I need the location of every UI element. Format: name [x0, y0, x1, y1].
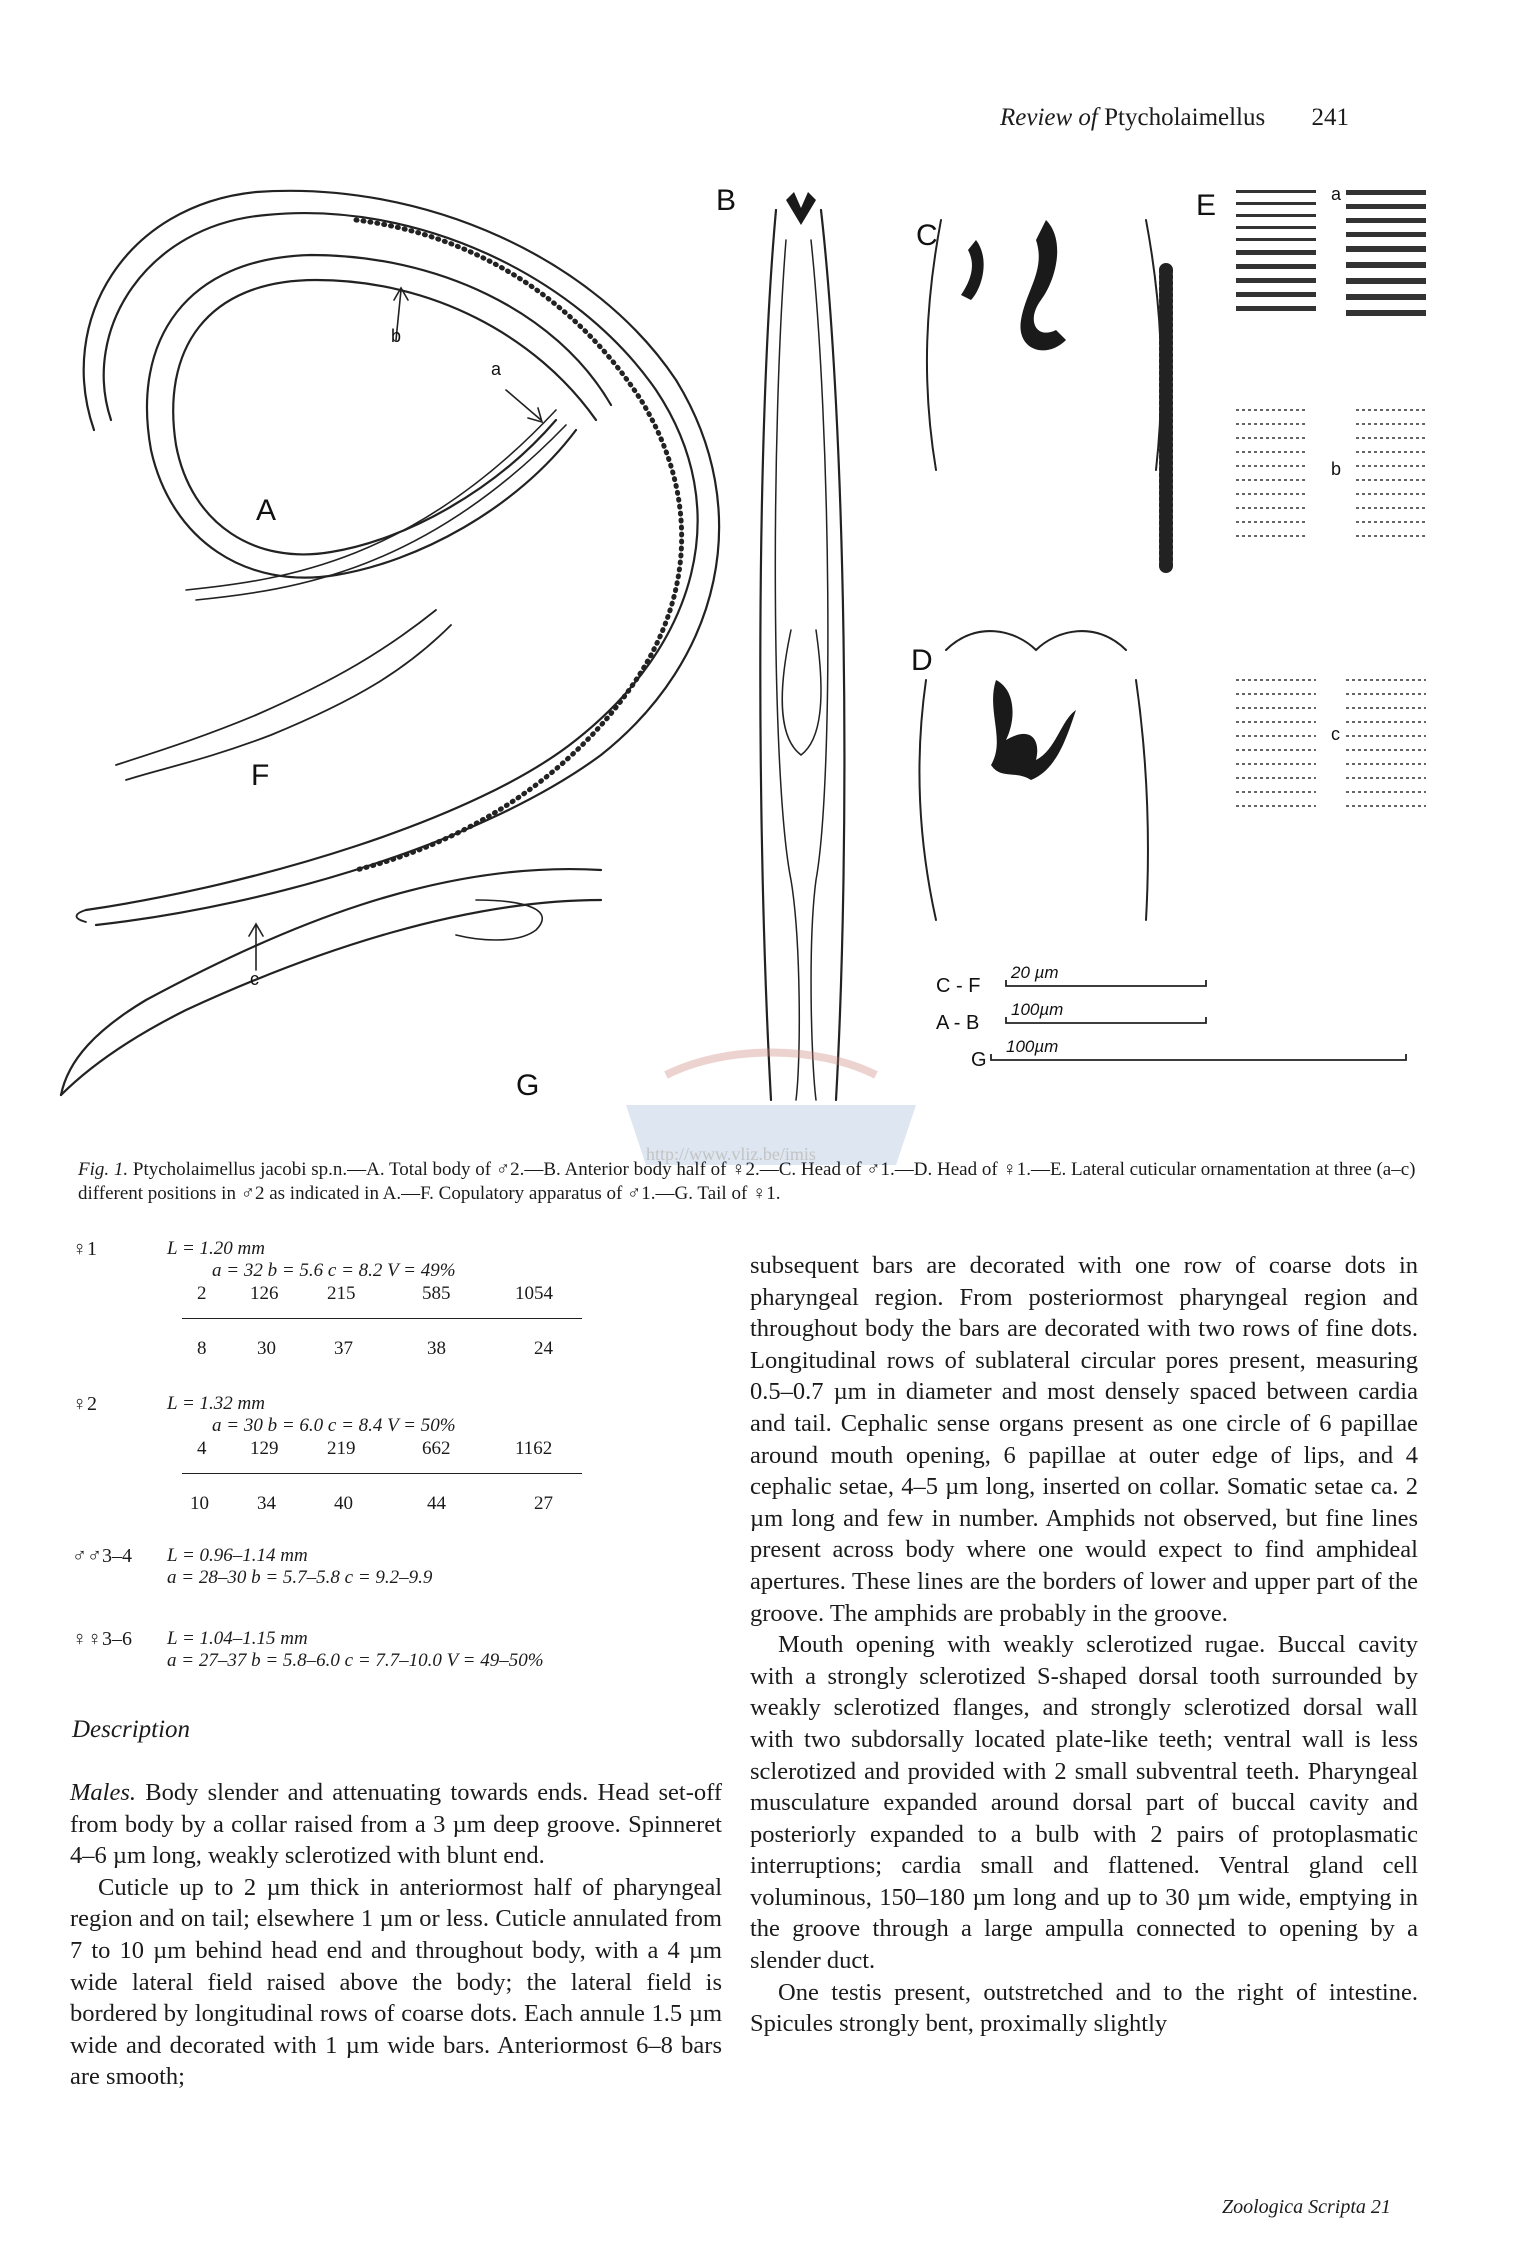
- panel-a-tail: [77, 910, 86, 922]
- formula-bottom-value: 34: [257, 1493, 276, 1514]
- body-length: L = 1.04–1.15 mm: [167, 1628, 308, 1649]
- paragraph-testis: One testis present, outstretched and to the right of intestine. Spicules strongly bent, proximally slightly: [750, 1978, 1418, 2038]
- panel-e-a-bar: [1346, 278, 1426, 284]
- panel-e-a-bar: [1236, 278, 1316, 283]
- running-head: [1000, 104, 1349, 132]
- panel-e-a-bar: [1236, 306, 1316, 311]
- panel-e-a-bar: [1236, 202, 1316, 205]
- panel-label-g: G: [516, 1069, 540, 1102]
- section-heading-description: Description: [72, 1716, 191, 1743]
- panel-e-label-a: a: [1331, 184, 1342, 204]
- formula-top-value: 215: [327, 1283, 356, 1304]
- de-man-ratios: a = 27–37 b = 5.8–6.0 c = 7.7–10.0 V = 49–50%: [167, 1650, 544, 1671]
- panel-e-a-bar: [1346, 246, 1426, 252]
- panel-e-a-bar: [1346, 190, 1426, 195]
- panel-d-right: [1136, 680, 1148, 920]
- panel-label-a: A: [256, 494, 277, 527]
- formula-rule: [182, 1473, 582, 1474]
- panel-g-tail-lower: [61, 900, 601, 1095]
- panel-e-a-bar: [1236, 190, 1316, 193]
- panel-c-tooth-2: [961, 240, 984, 300]
- formula-bottom-value: 37: [334, 1338, 353, 1359]
- panel-e-a-bar: [1236, 250, 1316, 255]
- right-column: [750, 1250, 1418, 2040]
- paragraph-ornamentation: subsequent bars are decorated with one row of coarse dots in pharyngeal region. From posteriormost pharyngeal region and throughout body the bars are decorated with two rows of fine dots. Longitudinal rows of sublateral circular pores present, measuring 0.5–0.7 µm in diameter and most densely spaced between cardia and tail. Cephalic sense organs present as one circle of 6 papillae around mouth opening, 6 papillae at outer edge of lips, and 4 cephalic setae, 4–5 µm long, inserted on collar. Somatic setae ca. 2 µm long and few in number. Amphids not observed, but fine lines present across body where one would expect to find amphideal apertures. These lines are the borders of lower and upper part of the groove. The amphids are probably in the groove.: [750, 1252, 1418, 1627]
- panel-d-lips: [946, 631, 1126, 650]
- formula-bottom-value: 40: [334, 1493, 353, 1514]
- formula-top-value: 4: [197, 1438, 207, 1459]
- arrow-a: [506, 390, 542, 422]
- panel-b-head: [786, 192, 816, 225]
- panel-f-spicule: [116, 610, 436, 765]
- panel-b-outer-right: [821, 210, 844, 1100]
- measurement-female-1: [72, 1238, 592, 1368]
- panel-f-spicule-2: [126, 625, 451, 780]
- formula-rule: [182, 1318, 582, 1319]
- formula-bottom-value: 27: [534, 1493, 553, 1514]
- scale-label-a-b: A - B: [936, 1012, 980, 1034]
- scale-value-g: 100µm: [1006, 1037, 1059, 1056]
- left-column: [70, 1777, 722, 2093]
- formula-bottom-value: 30: [257, 1338, 276, 1359]
- panel-e-label-b: b: [1331, 459, 1342, 479]
- panel-e-a-bar: [1346, 262, 1426, 268]
- body-length: L = 1.32 mm: [167, 1393, 265, 1414]
- panel-c-tooth: [1020, 220, 1066, 350]
- formula-top-value: 126: [250, 1283, 279, 1304]
- de-man-ratios: a = 28–30 b = 5.7–5.8 c = 9.2–9.9: [167, 1567, 433, 1588]
- panel-e-a-bar: [1346, 294, 1426, 300]
- panel-e-a-bar: [1346, 218, 1426, 223]
- formula-top-value: 585: [422, 1283, 451, 1304]
- de-man-ratios: a = 30 b = 6.0 c = 8.4 V = 50%: [212, 1415, 456, 1436]
- scale-value-c-f: 20 µm: [1011, 963, 1059, 982]
- watermark-url: http://www.vliz.be/imis: [646, 1144, 816, 1164]
- formula-bottom-value: 44: [427, 1493, 446, 1514]
- panel-d-tooth: [991, 680, 1076, 780]
- measurement-males-3-4: [72, 1545, 692, 1595]
- panel-label-b: B: [716, 184, 737, 217]
- formula-top-value: 219: [327, 1438, 356, 1459]
- panel-label-f: F: [251, 759, 270, 792]
- body-length: L = 1.20 mm: [167, 1238, 265, 1259]
- measurement-female-2: [72, 1393, 592, 1523]
- panel-a-inner-coil-outer: [147, 255, 611, 578]
- page-number: 241: [1311, 104, 1349, 131]
- panel-a-pharynx: [186, 410, 556, 590]
- caption-label: Fig. 1.: [78, 1159, 129, 1180]
- specimen-label: ♀1: [72, 1238, 97, 1260]
- de-man-ratios: a = 32 b = 5.6 c = 8.2 V = 49%: [212, 1260, 456, 1281]
- panel-c-left: [927, 220, 941, 470]
- formula-bottom-value: 8: [197, 1338, 207, 1359]
- panel-e-a-bar: [1236, 292, 1316, 297]
- formula-bottom-value: 38: [427, 1338, 446, 1359]
- marker-label-b: b: [391, 326, 402, 346]
- panel-d-left: [919, 680, 936, 920]
- scale-label-g: G: [971, 1049, 987, 1071]
- panel-b-outer-left: [760, 210, 776, 1100]
- panel-e-a-bar: [1236, 238, 1316, 241]
- paragraph-males: [70, 1777, 722, 1872]
- panel-label-e: E: [1196, 189, 1217, 222]
- panel-e-a-bar: [1346, 204, 1426, 209]
- scale-label-c-f: C - F: [936, 975, 981, 997]
- figure-1: [56, 180, 1456, 1145]
- males-text: Body slender and attenuating towards ends. Head set-off from body by a collar raised from a 3 µm deep groove. Spinneret 4–6 µm long, weakly sclerotized with blunt end.: [70, 1779, 723, 1870]
- specimen-label: ♀2: [72, 1393, 97, 1415]
- figure-caption: [78, 1158, 1433, 1206]
- panel-e-a-bar: [1236, 264, 1316, 269]
- formula-top-value: 1054: [515, 1283, 553, 1304]
- figure-drawing: [56, 180, 1456, 1140]
- marker-label-c: c: [250, 969, 259, 989]
- specimen-label: ♂♂3–4: [72, 1545, 132, 1567]
- panel-c-right: [1146, 220, 1161, 470]
- formula-top-value: 1162: [515, 1438, 553, 1459]
- panel-g-anus: [456, 900, 542, 940]
- paragraph-cuticle: Cuticle up to 2 µm thick in anteriormost half of pharyngeal region and on tail; elsewhere 1 µm or less. Cuticle annulated from 7 to 10 µm behind head end and throughout body, with a 4 µm wide lateral field raised above the body; the lateral field is bordered by longitudinal rows of coarse dots. Each annule 1.5 µm wide and decorated with 1 µm wide bars. Anteriormost 6–8 bars are smooth;: [70, 1873, 722, 2091]
- panel-a-pharynx-2: [196, 425, 566, 600]
- panel-e-a-bar: [1236, 226, 1316, 229]
- running-head-review: Review of: [1000, 104, 1098, 131]
- panel-e-a-bar: [1346, 232, 1426, 237]
- measurement-females-3-6: [72, 1628, 692, 1678]
- formula-bottom-value: 24: [534, 1338, 553, 1359]
- panel-e-a-bar: [1236, 214, 1316, 217]
- formula-top-value: 2: [197, 1283, 207, 1304]
- panel-label-c: C: [916, 219, 938, 252]
- journal-footer: Zoologica Scripta 21: [1222, 2196, 1391, 2218]
- marker-label-a: a: [491, 359, 502, 379]
- panel-b-inner-right: [811, 240, 828, 1100]
- panel-b-inner-left: [775, 240, 799, 1100]
- running-head-genus: Ptycholaimellus: [1104, 104, 1266, 131]
- formula-top-value: 129: [250, 1438, 279, 1459]
- formula-top-value: 662: [422, 1438, 451, 1459]
- males-label: Males.: [70, 1779, 136, 1806]
- formula-bottom-value: 10: [190, 1493, 209, 1514]
- body-length: L = 0.96–1.14 mm: [167, 1545, 308, 1566]
- panel-b-bulb: [782, 630, 821, 755]
- paragraph-buccal-cavity: Mouth opening with weakly sclerotized rugae. Buccal cavity with a strongly sclerotized S-shaped dorsal tooth surrounded by weakly sclerotized flanges, and strongly sclerotized dorsal wall with two subdorsally located plate-like teeth; ventral wall is less sclerotized and provided with 2 small subventral teeth. Pharyngeal musculature expanded around dorsal part of buccal cavity and posteriorly expanded to a bulb with 2 pairs of protoplasmatic interruptions; cardia small and flattened. Ventral gland cell voluminous, 150–180 µm long and up to 30 µm wide, emptying in the groove through a large ampulla connected to opening by a slender duct.: [750, 1631, 1418, 1975]
- caption-text: Ptycholaimellus jacobi sp.n.—A. Total body of ♂2.—B. Anterior body half of ♀2.—C. Head of ♂1.—D. Head of ♀1.—E. Lateral cuticular ornamentation at three (a–c) different positions in ♂2 as indicated in A.—F. Copulatory apparatus of ♂1.—G. Tail of ♀1.: [78, 1159, 1416, 1204]
- specimen-label: ♀♀3–6: [72, 1628, 132, 1650]
- panel-e-a-bar: [1346, 310, 1426, 316]
- scale-value-a-b: 100µm: [1011, 1000, 1064, 1019]
- panel-e-label-c: c: [1331, 724, 1340, 744]
- panel-label-d: D: [911, 644, 933, 677]
- panel-a-dots: [356, 220, 682, 870]
